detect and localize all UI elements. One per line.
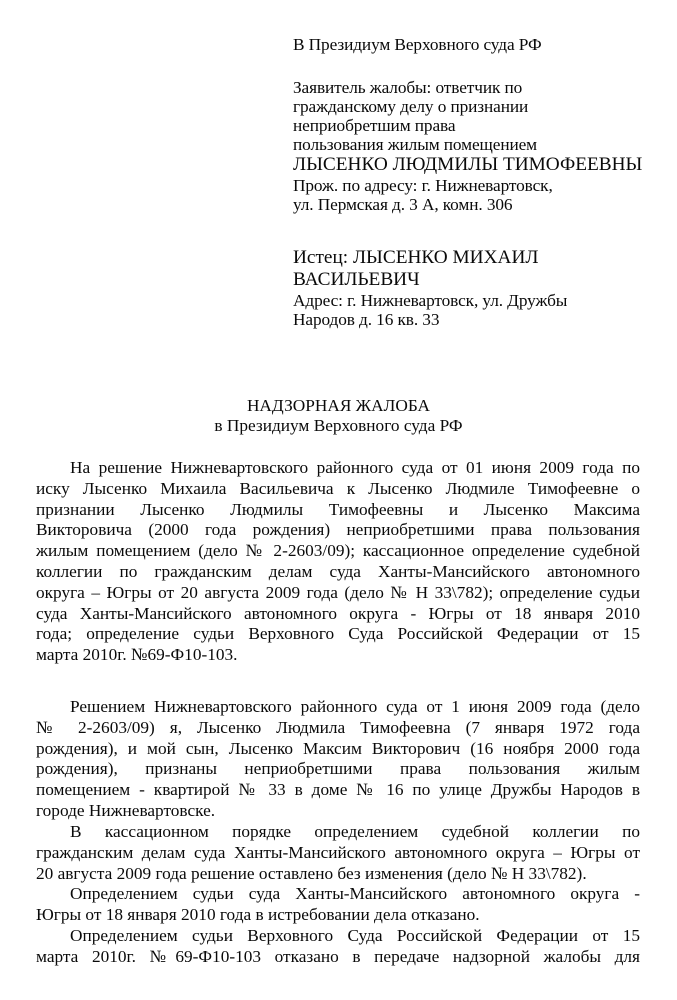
applicant-line: Заявитель жалобы: ответчик по bbox=[293, 78, 523, 97]
paragraph-refusal bbox=[36, 884, 640, 926]
addressee-line: В Президиум Верховного суда РФ bbox=[293, 35, 542, 54]
text-line: признании Лысенко Людмилы Тимофеевны и Лысенко Максима bbox=[36, 499, 640, 519]
paragraph-supreme-court bbox=[36, 926, 640, 968]
paragraph-decision bbox=[36, 697, 640, 822]
applicant-line: пользования жилым помещением bbox=[293, 135, 538, 154]
text-line: городе Нижневартовске. bbox=[36, 800, 216, 820]
addressee-block bbox=[293, 35, 663, 54]
plaintiff-name-line: ВАСИЛЬЕВИЧ bbox=[293, 269, 420, 290]
text-line: помещением - квартирой № 33 в доме № 16 по улице Дружбы Народов в bbox=[36, 780, 640, 800]
text-line: Решением Нижневартовского районного суда от 1 июня 2009 года (дело bbox=[70, 697, 640, 716]
paragraph-subject bbox=[36, 458, 640, 666]
text-line: 20 августа 2009 года решение оставлено без изменения (дело № Н 33\782). bbox=[36, 863, 587, 883]
text-line: В кассационном порядке определением судебной коллегии по bbox=[70, 822, 640, 841]
text-line: суда Ханты-Мансийского автономного округа - Югры от 18 января 2010 bbox=[36, 603, 640, 623]
applicant-line: неприобретшим права bbox=[293, 116, 456, 135]
text-line: № 2-2603/09) я, Лысенко Людмила Тимофеевна (7 января 1972 года bbox=[36, 717, 640, 737]
applicant-address-line: ул. Пермская д. 3 А, комн. 306 bbox=[293, 195, 513, 214]
text-line: года; определение судьи Верховного Суда Российской Федерации от 15 bbox=[36, 624, 640, 644]
text-line: рождения), признаны неприобретшими права пользования жилым bbox=[36, 759, 640, 779]
text-line: марта 2010г. №69-Ф10-103 отказано в передаче надзорной жалобы для bbox=[36, 946, 640, 966]
document-title bbox=[0, 396, 677, 436]
applicant-block bbox=[293, 78, 663, 214]
text-line: На решение Нижневартовского районного суда от 01 июня 2009 года по bbox=[70, 458, 640, 477]
applicant-line: гражданскому делу о признании bbox=[293, 97, 529, 116]
text-line: гражданским делам суда Ханты-Мансийского автономного округа – Югры от bbox=[36, 842, 640, 862]
text-line: Определением судьи суда Ханты-Мансийского автономного округа - bbox=[70, 884, 640, 903]
plaintiff-address-line: Народов д. 16 кв. 33 bbox=[293, 310, 440, 329]
text-line: Викторовича (2000 года рождения) неприобретшими права пользования bbox=[36, 520, 640, 540]
plaintiff-name-line: Истец: ЛЫСЕНКО МИХАИЛ bbox=[293, 247, 539, 268]
text-line: Определением судьи Верховного Суда Российской Федерации от 15 bbox=[70, 926, 640, 945]
text-line: округа – Югры от 20 августа 2009 года (дело № Н 33\782); определение судьи bbox=[36, 582, 640, 602]
text-line: рождения), и мой сын, Лысенко Максим Викторович (16 ноября 2000 года bbox=[36, 738, 640, 758]
text-line: иску Лысенко Михаила Васильевича к Лысенко Людмиле Тимофеевне о bbox=[36, 478, 640, 498]
plaintiff-block bbox=[293, 247, 663, 329]
paragraph-cassation bbox=[36, 822, 640, 884]
text-line: Югры от 18 января 2010 года в истребовании дела отказано. bbox=[36, 904, 480, 924]
text-line: коллегии по гражданским делам суда Ханты-Мансийского автономного bbox=[36, 561, 640, 581]
text-line: марта 2010г. №69-Ф10-103. bbox=[36, 645, 238, 665]
applicant-address-line: Прож. по адресу: г. Нижневартовск, bbox=[293, 176, 553, 195]
title-main: НАДЗОРНАЯ ЖАЛОБА bbox=[246, 396, 431, 415]
plaintiff-address-line: Адрес: г. Нижневартовск, ул. Дружбы bbox=[293, 291, 568, 310]
applicant-name: ЛЫСЕНКО ЛЮДМИЛЫ ТИМОФЕЕВНЫ bbox=[293, 154, 643, 175]
title-sub: в Президиум Верховного суда РФ bbox=[214, 416, 463, 435]
text-line: жилым помещением (дело № 2-2603/09); кассационное определение судебной bbox=[36, 541, 640, 561]
